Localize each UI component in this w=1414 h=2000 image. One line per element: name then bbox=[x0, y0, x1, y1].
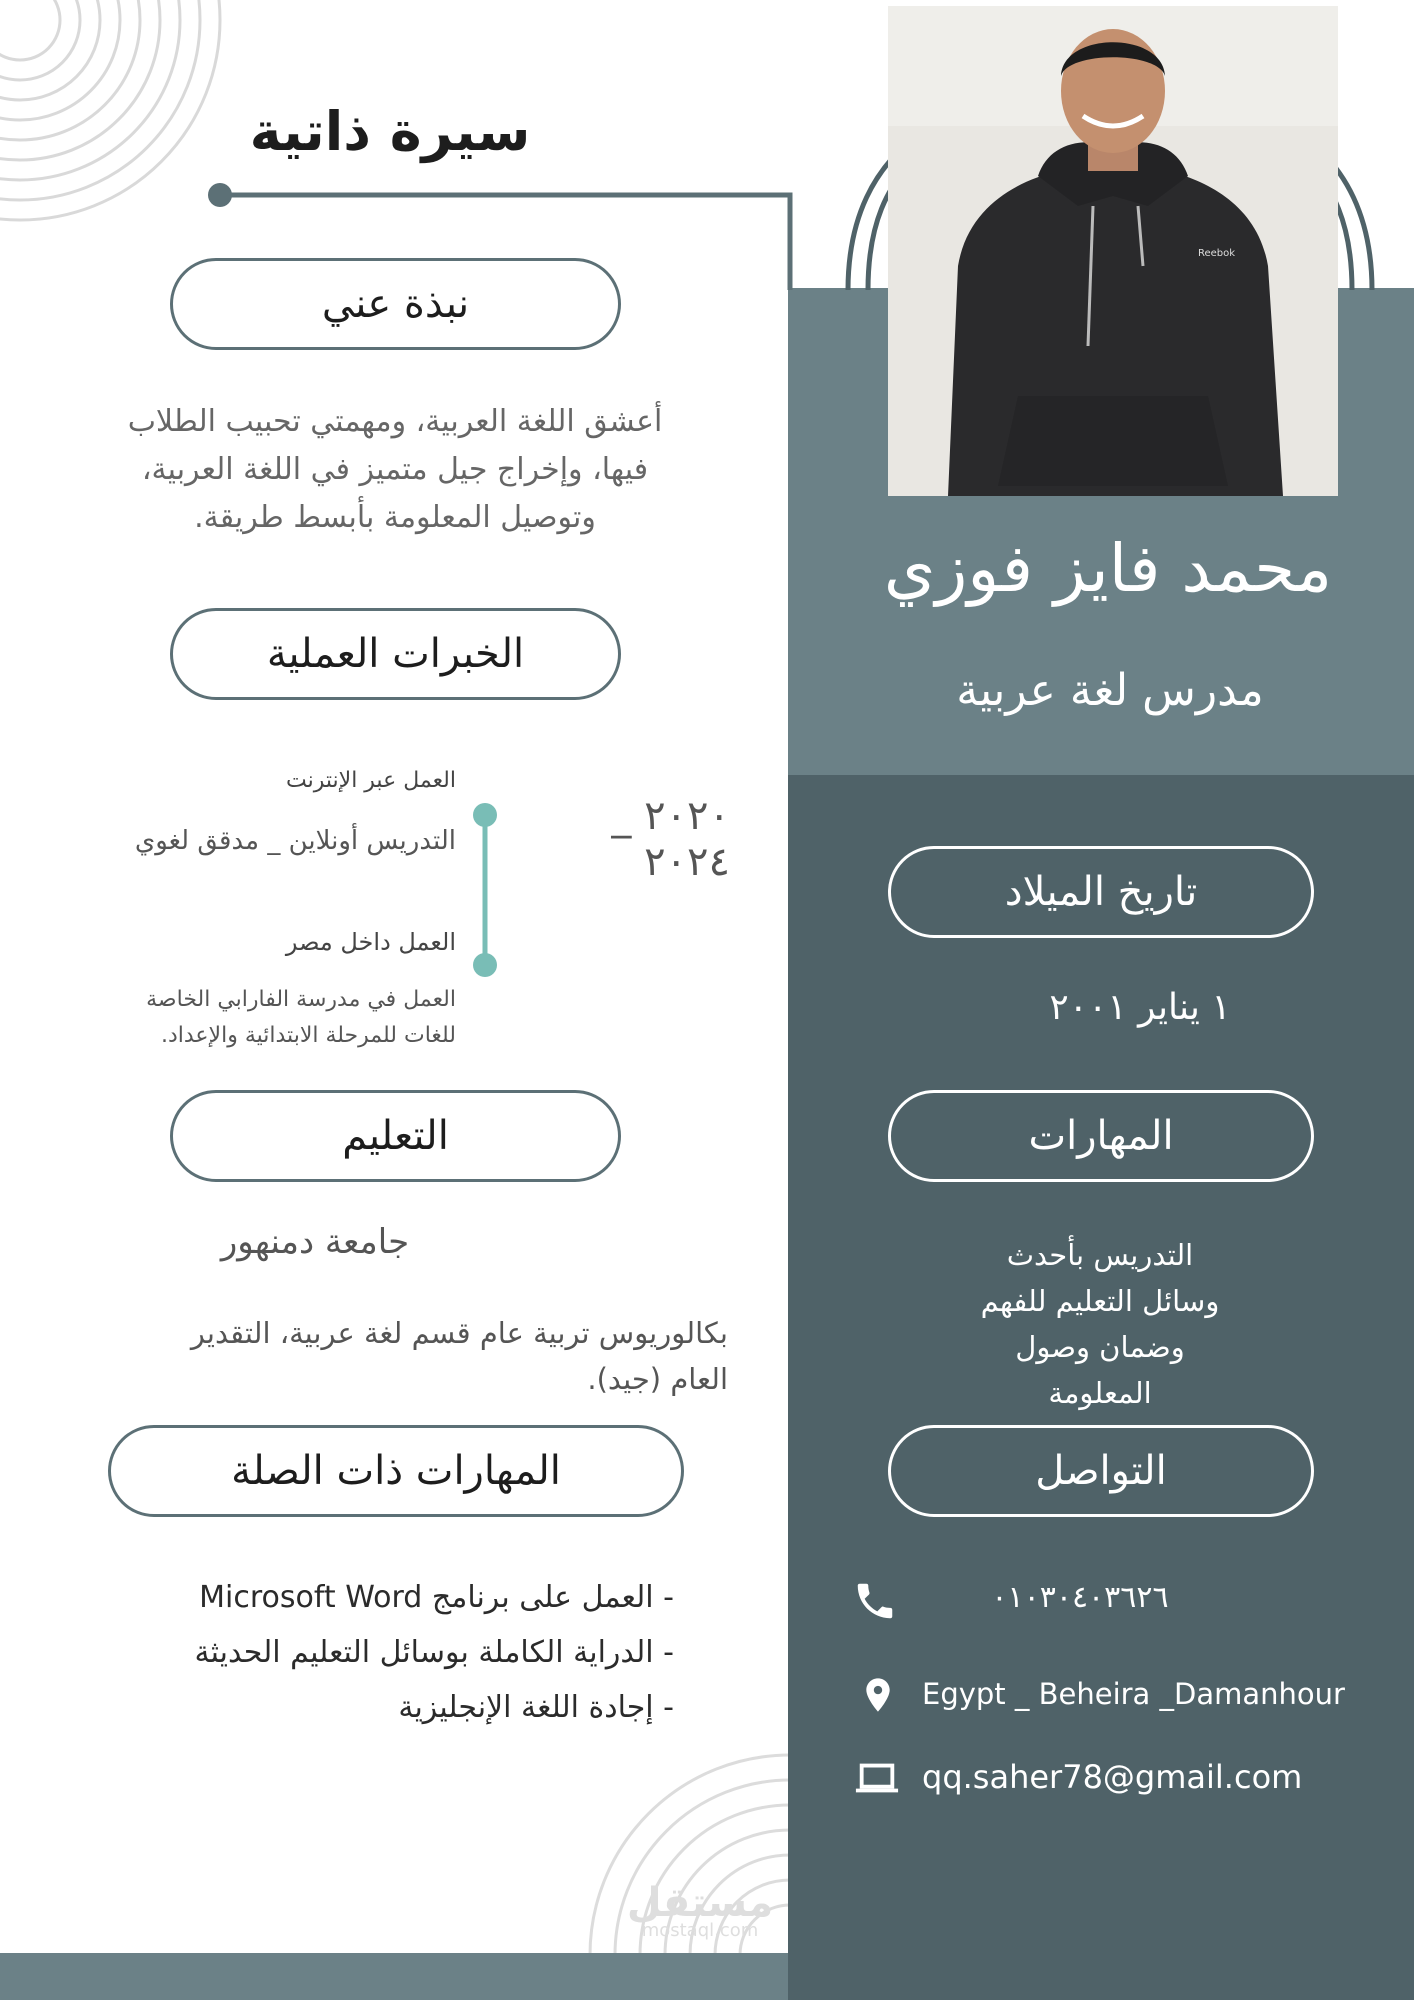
about-line: فيها، وإخراج جيل متميز في اللغة العربية، bbox=[141, 452, 649, 487]
related-skills-heading bbox=[108, 1425, 684, 1517]
skills-heading bbox=[888, 1090, 1314, 1182]
profile-job-title: مدرس لغة عربية bbox=[956, 665, 1264, 716]
experience-desc-line: العمل في مدرسة الفارابي الخاصة bbox=[146, 987, 456, 1012]
watermark-url: mostaql.com bbox=[641, 1920, 759, 1941]
skills-line: التدريس بأحدث bbox=[1006, 1238, 1194, 1272]
education-line: العام (جيد). bbox=[587, 1362, 728, 1396]
contact-phone[interactable]: ٠١٠٣٠٤٠٣٦٢٦ bbox=[991, 1580, 1169, 1615]
experience-desc-line: للغات للمرحلة الابتدائية والإعداد. bbox=[160, 1023, 456, 1048]
watermark bbox=[610, 1880, 790, 1941]
experience-heading bbox=[170, 608, 621, 700]
related-skill-item: - العمل على برنامج Microsoft Word bbox=[199, 1580, 674, 1615]
skills-line: وضمان وصول bbox=[1015, 1330, 1185, 1364]
about-line: أعشق اللغة العربية، ومهمتي تحبيب الطلاب bbox=[127, 404, 663, 439]
about-heading-label: نبذة عني bbox=[321, 281, 470, 327]
skills-text bbox=[900, 1232, 1300, 1416]
footer-strip bbox=[0, 1953, 788, 2000]
decor-arcs-top-left bbox=[0, 0, 230, 240]
contact-heading-label: التواصل bbox=[1035, 1448, 1167, 1494]
education-details bbox=[60, 1310, 728, 1402]
contact-address: Egypt _ Beheira _Damanhour bbox=[922, 1677, 1345, 1711]
experience-years: ٢٠٢٠ _ ٢٠٢٤ bbox=[611, 793, 730, 885]
experience-timeline bbox=[470, 800, 500, 980]
experience-item-title: العمل داخل مصر bbox=[285, 928, 456, 956]
experience-heading-label: الخبرات العملية bbox=[266, 631, 525, 677]
page-title: سيرة ذاتية bbox=[249, 100, 531, 163]
svg-text:Reebok: Reebok bbox=[1198, 248, 1236, 259]
related-skills-list bbox=[60, 1570, 674, 1735]
contact-email[interactable]: qq.saher78@gmail.com bbox=[922, 1758, 1303, 1796]
about-heading bbox=[170, 258, 621, 350]
birth-heading bbox=[888, 846, 1314, 938]
education-heading bbox=[170, 1090, 621, 1182]
contact-heading bbox=[888, 1425, 1314, 1517]
profile-photo bbox=[888, 6, 1338, 496]
phone-icon bbox=[852, 1578, 898, 1624]
education-line: بكالوريوس تربية عام قسم لغة عربية، التقدير bbox=[190, 1316, 728, 1350]
birth-date: ١ يناير ٢٠٠١ bbox=[1049, 987, 1231, 1028]
experience-item-title: العمل عبر الإنترنت bbox=[286, 768, 456, 793]
watermark-logo: مستقل bbox=[626, 1880, 774, 1926]
birth-heading-label: تاريخ الميلاد bbox=[1004, 869, 1198, 915]
skills-heading-label: المهارات bbox=[1028, 1113, 1174, 1159]
profile-name: محمد فايز فوزي bbox=[883, 530, 1333, 607]
related-skill-item: - الدراية الكاملة بوسائل التعليم الحديثة bbox=[194, 1635, 674, 1670]
related-skill-item: - إجادة اللغة الإنجليزية bbox=[398, 1690, 674, 1725]
education-school: جامعة دمنهور bbox=[220, 1222, 410, 1262]
experience-item-desc: التدريس أونلاين _ مدقق لغوي bbox=[134, 826, 456, 856]
laptop-icon bbox=[852, 1756, 902, 1802]
location-pin-icon bbox=[858, 1672, 898, 1718]
skills-line: وسائل التعليم للفهم bbox=[980, 1284, 1220, 1318]
about-line: وتوصيل المعلومة بأبسط طريقة. bbox=[194, 500, 596, 535]
about-text bbox=[40, 398, 750, 542]
related-skills-heading-label: المهارات ذات الصلة bbox=[231, 1448, 561, 1494]
skills-line: المعلومة bbox=[1048, 1376, 1152, 1410]
experience-item-desc bbox=[30, 982, 456, 1054]
education-heading-label: التعليم bbox=[342, 1113, 449, 1159]
